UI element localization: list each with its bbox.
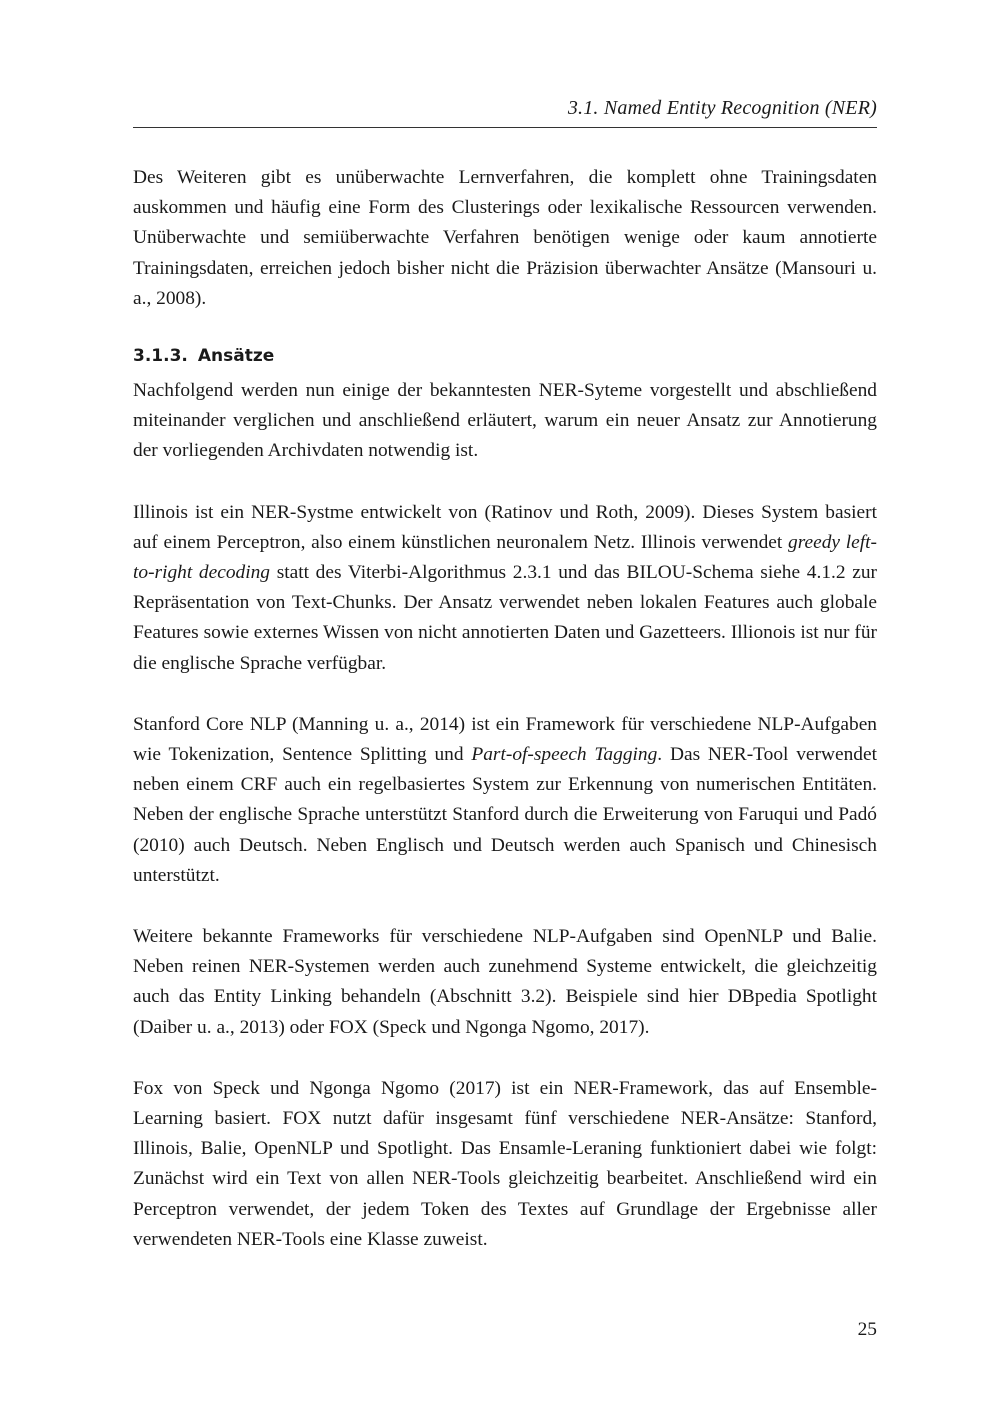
paragraph-stanford	[133, 710, 877, 891]
running-header	[133, 96, 877, 128]
paragraph-stanford-emphasis: Part-of-speech Tagging	[471, 744, 658, 766]
paragraph-other-frameworks: Weitere bekannte Frameworks für verschiedene NLP-Aufgaben sind OpenNLP und Balie. Neben reinen NER-Systemen werden auch zunehmend Systeme entwickelt, die gleichzeitig auch das Entity Linking behandeln (Abschnitt 3.2). Beispiele sind hier DBpedia Spotlight (Daiber u. a., 2013) oder FOX (Speck und Ngonga Ngomo, 2017).	[133, 926, 877, 1038]
paragraph-illinois	[133, 498, 877, 679]
page-number: 25	[857, 1319, 877, 1340]
paragraph-intro-systems: Nachfolgend werden nun einige der bekanntesten NER-Syteme vorgestellt und abschließend miteinander verglichen und anschließend erläutert, warum ein neuer Ansatz zur Annotierung der vorliegenden Archivdaten notwendig ist.	[133, 380, 877, 462]
section-heading	[133, 345, 877, 367]
paragraph-illinois-emphasis: greedy left-to-right decoding	[133, 531, 877, 584]
section-title: Ansätze	[197, 346, 275, 367]
running-header-title: 3.1. Named Entity Recognition (NER)	[567, 97, 877, 119]
section-number: 3.1.3.	[133, 346, 188, 367]
body-text	[133, 163, 877, 1286]
paragraph-unsupervised-methods: Des Weiteren gibt es unüberwachte Lernverfahren, die komplett ohne Trainingsdaten auskommen und häufig eine Form des Clusterings oder lexikalische Ressourcen verwenden. Unüberwachte und semiüberwachte Verfahren benötigen wenige oder kaum annotierte Trainingsdaten, erreichen jedoch bisher nicht die Präzision überwachter Ansätze (Mansouri u. a., 2008).	[133, 167, 877, 309]
paragraph-illinois-part-1: Illinois ist ein NER-Systme entwickelt von (Ratinov und Roth, 2009). Dieses System basiert auf einem Perceptron, also einem künstlichen neuronalem Netz. Illinois verwendet	[133, 501, 877, 553]
paragraph-stanford-part-1: Stanford Core NLP (Manning u. a., 2014) ist ein Framework für verschiedene NLP-Aufgaben wie Tokenization, Sentence Splitting und	[133, 713, 877, 766]
paragraph-fox: Fox von Speck und Ngonga Ngomo (2017) ist ein NER-Framework, das auf Ensemble-Learning basiert. FOX nutzt dafür insgesamt fünf verschiedene NER-Ansätze: Stanford, Illinois, Balie, OpenNLP und Spotlight. Das Ensamle-Leraning funktioniert dabei wie folgt: Zunächst wird ein Text von allen NER-Tools gleichzeitig bearbeitet. Anschließend wird ein Perceptron verwendet, der jedem Token des Textes auf Grundlage der Ergebnisse aller verwendeten NER-Tools eine Klasse zuweist.	[133, 1077, 877, 1250]
paragraph-stanford-part-2: . Das NER-Tool verwendet neben einem CRF auch ein regelbasiertes System zur Erkennung von numerischen Entitäten. Neben der englische Sprache unterstützt Stanford durch die Erweiterung von Faruqui und Padó (2010) auch Deutsch. Neben Englisch und Deutsch werden auch Spanisch und Chinesisch unterstützt.	[133, 744, 877, 886]
paragraph-illinois-part-2: statt des Viterbi-Algorithmus 2.3.1 und das BILOU-Schema siehe 4.1.2 zur Repräsentation von Text-Chunks. Der Ansatz verwendet neben lokalen Features auch globale Features sowie externes Wissen von nicht annotierten Daten und Gazetteers. Illionois ist nur für die englische Sprache verfügbar.	[133, 562, 877, 674]
